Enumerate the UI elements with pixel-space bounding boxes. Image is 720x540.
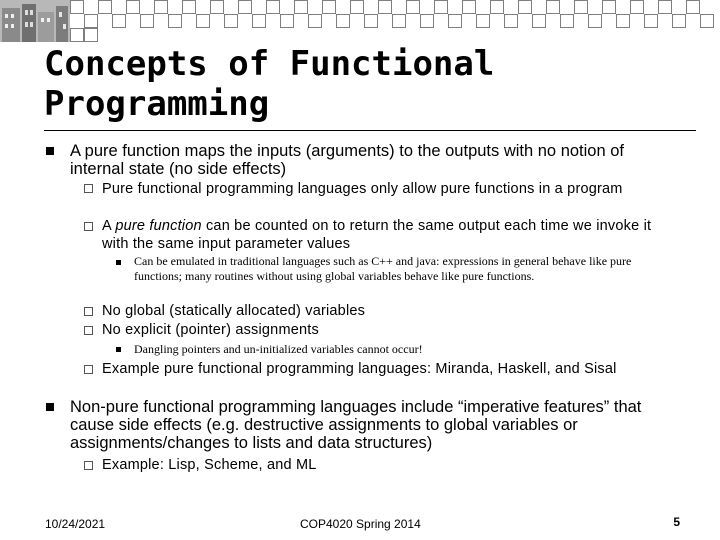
title-underline [44,130,696,131]
bullet-marker-level3 [116,260,121,265]
bullet-text-emphasis: pure function [115,218,202,234]
bullet-marker-level1 [46,147,54,155]
bullet-marker-level2 [84,184,93,193]
bullet-level3: Dangling pointers and un-initialized variables cannot occur! [134,342,423,356]
footer-course: COP4020 Spring 2014 [300,517,421,531]
header-decoration [70,0,720,48]
bullet-marker-level2 [84,365,93,374]
bullet-marker-level1 [46,403,54,411]
bullet-level1: Non-pure functional programming languages include “imperative features” that cause side effects (e.g. destructive assignments to global variables or assignments/changes to lists and data structures) [70,398,642,452]
bullet-marker-level2 [84,326,93,335]
bullet-marker-level2 [84,222,93,231]
bullet-text-part: A [102,218,116,234]
footer-date: 10/24/2021 [45,517,106,531]
slide-title [44,44,494,124]
slide-title-line1: Concepts of Functional [44,44,495,84]
bullet-level2: Example pure functional programming languages: Miranda, Haskell, and Sisal [102,361,617,377]
page-number: 5 [673,515,680,529]
slide-title-line2: Programming [44,84,270,124]
bullet-level1: A pure function maps the inputs (arguments) to the outputs with no notion of internal state (no side effects) [70,142,624,178]
bullet-level2 [102,217,682,253]
bullet-level2: Pure functional programming languages only allow pure functions in a program [102,181,623,197]
bullet-level2: No explicit (pointer) assignments [102,322,319,338]
header-photo [0,0,70,42]
bullet-marker-level3 [116,347,121,352]
bullet-marker-level2 [84,307,93,316]
bullet-text-part: can be counted on to return the same output each time we invoke it with the same input parameter values [102,218,652,252]
bullet-level2: No global (statically allocated) variables [102,303,366,319]
bullet-marker-level2 [84,461,93,470]
bullet-level3: Can be emulated in traditional languages such as C++ and java: expressions in general behave like pure functions; many routines without using global variables behave like pure functions. [134,254,632,283]
bullet-level2: Example: Lisp, Scheme, and ML [102,457,317,473]
